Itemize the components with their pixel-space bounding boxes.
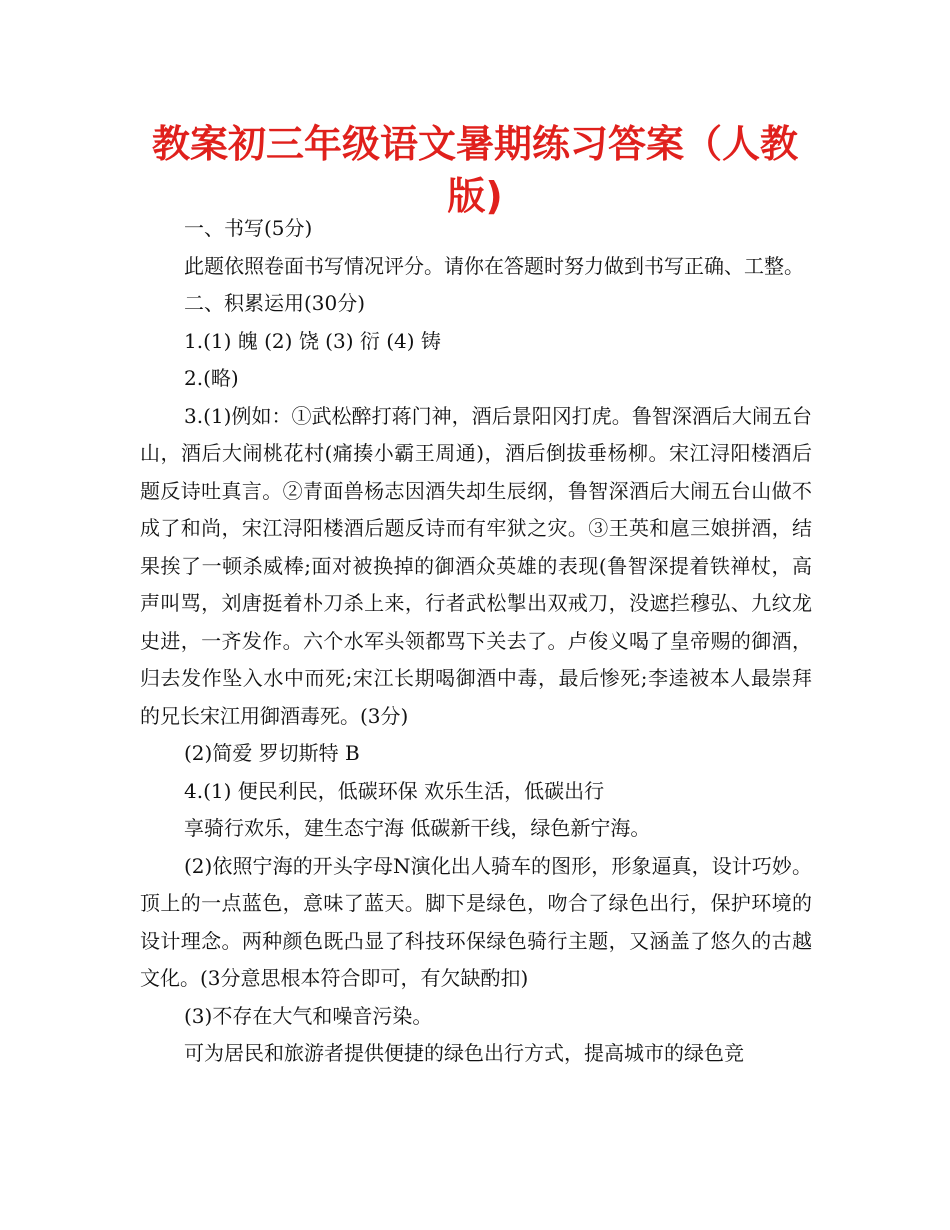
- answer-item-4-3-cont: 可为居民和旅游者提供便捷的绿色出行方式，提高城市的绿色竞: [184, 1041, 744, 1065]
- answer-item-4-3: (3)不存在大气和噪音污染。: [184, 1003, 433, 1028]
- answer-item-4-1-cont: 享骑行欢乐，建生态宁海 低碳新干线，绿色新宁海。: [184, 816, 651, 840]
- answer-item-3-1: 3.(1)例如：①武松醉打蒋门神，酒后景阳冈打虎。鲁智深酒后大闹五台山，酒后大闹桃花村(痛揍小霸王周通)，酒后倒拔垂杨柳。宋江浔阳楼酒后题反诗吐真言。②青面兽杨志因酒失却生辰纲，鲁智深酒后大闹五台山做不成了和尚，宋江浔阳楼酒后题反诗而有牢狱之灾。③王英和扈三娘拼酒，结果挨了一顿杀威棒;面对被换掉的御酒众英雄的表现(鲁智深提着铁禅杖，高声叫骂，刘唐挺着朴刀杀上来，行者武松掣出双戒刀，没遮拦穆弘、九纹龙史进，一齐发作。六个水军头领都骂下关去了。卢俊义喝了皇帝赐的御酒，归去发作坠入水中而死;宋江长期喝御酒中毒，最后惨死;李逵被本人最崇拜的兄长宋江用御酒毒死。(3分): [140, 403, 812, 728]
- section-heading-accumulation: 二、积累运用(30分): [184, 291, 366, 315]
- answer-item-2: 2.(略): [184, 366, 239, 390]
- document-body: [140, 210, 812, 1073]
- document-title: 教案初三年级语文暑期练习答案（人教版): [151, 122, 798, 218]
- answer-item-1: 1.(1) 魄 (2) 饶 (3) 衍 (4) 铸: [184, 328, 441, 353]
- answer-item-4-1: 4.(1) 便民利民，低碳环保 欢乐生活，低碳出行: [184, 778, 605, 803]
- section-heading-writing: 一、书写(5分): [184, 216, 313, 240]
- paragraph-writing-note: 此题依照卷面书写情况评分。请你在答题时努力做到书写正确、工整。: [184, 253, 804, 278]
- answer-item-3-2: (2)简爱 罗切斯特 B: [184, 741, 360, 765]
- answer-item-4-2: (2)依照宁海的开头字母N演化出人骑车的图形，形象逼真，设计巧妙。顶上的一点蓝色，意味了蓝天。脚下是绿色，吻合了绿色出行，保护环境的设计理念。两种颜色既凸显了科技环保绿色骑行主题，又涵盖了悠久的古越文化。(3分意思根本符合即可，有欠缺酌扣): [140, 853, 812, 990]
